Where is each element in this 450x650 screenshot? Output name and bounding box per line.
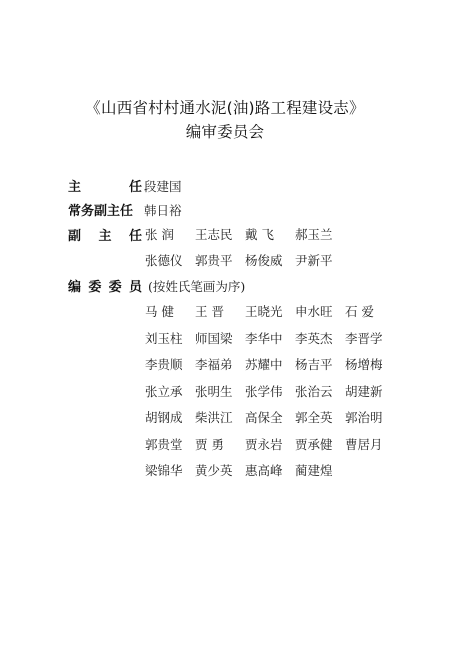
member-name: 惠高峰	[245, 463, 283, 478]
member-name: 张明生	[195, 383, 233, 399]
members-names-row	[145, 355, 395, 373]
title-block	[0, 96, 450, 144]
member-name: 曹居月	[345, 436, 383, 452]
director-row	[68, 176, 182, 195]
director-name: 段建国	[144, 179, 182, 194]
member-name: 马 健	[145, 304, 174, 319]
member-name: 高保全	[245, 410, 283, 425]
deputy-names-row-2	[145, 251, 345, 269]
members-names-row	[145, 302, 395, 320]
deputy-label: 副 主 任	[68, 229, 142, 244]
member-name: 师国梁	[195, 330, 233, 346]
members-row	[68, 276, 245, 295]
member-name: 胡钢成	[145, 410, 183, 425]
deputy-name: 杨俊威	[245, 253, 283, 268]
member-name: 王 晋	[195, 304, 224, 319]
deputy-name: 王志民	[195, 227, 233, 242]
members-label: 编 委 委 员	[68, 280, 142, 295]
members-names-row	[145, 435, 395, 453]
member-name: 李英杰	[295, 330, 333, 346]
member-name: 郭贵堂	[145, 436, 183, 452]
deputy-name: 郭贵平	[195, 253, 233, 268]
deputy-name: 张 润	[145, 227, 174, 242]
member-name: 张治云	[295, 383, 333, 399]
book-title: 《山西省村村通水泥(油)路工程建设志》	[85, 99, 365, 117]
members-names-row	[145, 382, 395, 400]
deputy-name: 郝玉兰	[295, 227, 333, 242]
director-label: 主 任	[68, 180, 142, 195]
committee-title: 编审委员会	[185, 123, 265, 141]
member-name: 黄少英	[195, 463, 233, 478]
member-name: 杨增梅	[345, 357, 383, 372]
member-name: 郭全英	[295, 410, 333, 425]
member-name: 贾 勇	[195, 436, 224, 452]
executive-deputy-name: 韩日裕	[144, 203, 182, 218]
executive-deputy-label: 常务副主任	[68, 204, 134, 219]
member-name: 蔺建煌	[295, 463, 333, 478]
member-name: 李华中	[245, 330, 283, 346]
member-name: 柴洪江	[195, 410, 233, 425]
member-name: 梁锦华	[145, 463, 183, 478]
member-name: 王晓光	[245, 304, 283, 319]
member-name: 李福弟	[195, 357, 233, 372]
member-name: 杨吉平	[295, 357, 333, 372]
executive-deputy-row	[68, 200, 182, 219]
members-names-row	[145, 461, 345, 479]
member-name: 贾承健	[295, 436, 333, 452]
member-name: 刘玉柱	[145, 330, 183, 346]
member-name: 李晋学	[345, 330, 383, 346]
members-ordering-note: (按姓氏笔画为序)	[148, 279, 246, 294]
member-name: 贾永岩	[245, 436, 283, 452]
member-name: 苏耀中	[245, 357, 283, 372]
deputy-name: 尹新平	[295, 253, 333, 268]
member-name: 郭治明	[345, 410, 383, 425]
deputy-name: 戴 飞	[245, 227, 274, 242]
member-name: 胡建新	[345, 383, 383, 399]
member-name: 申水旺	[295, 304, 333, 319]
members-names-row	[145, 329, 395, 347]
member-name: 张学伟	[245, 383, 283, 399]
member-name: 石 爱	[345, 304, 374, 319]
member-name: 张立承	[145, 383, 183, 399]
deputy-names-row-1	[145, 225, 345, 243]
deputy-name: 张德仪	[145, 253, 183, 268]
member-name: 李贵顺	[145, 357, 183, 372]
deputy-row	[68, 225, 142, 244]
members-names-row	[145, 408, 395, 426]
